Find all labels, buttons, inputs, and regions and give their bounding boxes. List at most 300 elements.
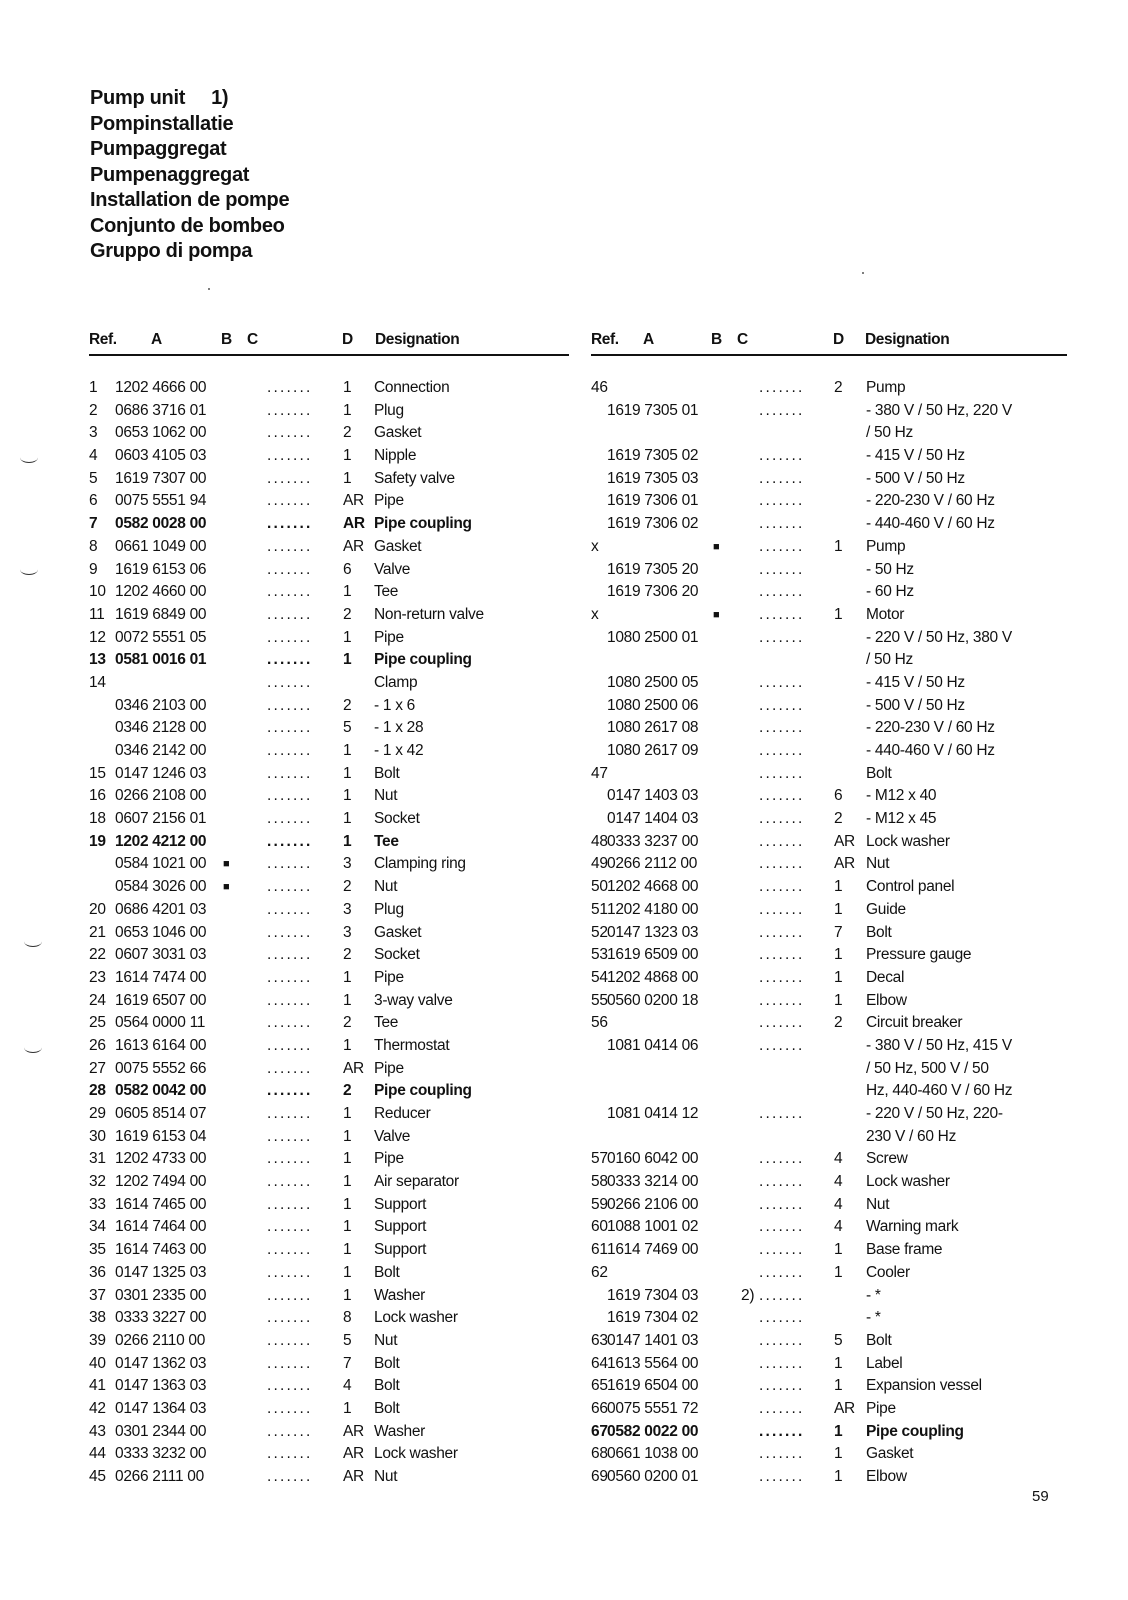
table-row <box>89 1148 569 1171</box>
leader-dots: ....... <box>267 1150 313 1168</box>
quantity: 5 <box>343 719 352 737</box>
ref-number: 5 <box>89 469 98 487</box>
part-number: 0301 2335 00 <box>115 1286 207 1304</box>
leader-dots: ....... <box>759 492 805 510</box>
table-row <box>591 763 1067 786</box>
quantity: 1 <box>834 1445 843 1463</box>
table-row <box>591 445 1067 468</box>
table-row <box>591 536 1067 559</box>
part-number: 0605 8514 07 <box>115 1105 207 1122</box>
designation: / 50 Hz <box>866 651 914 669</box>
quantity: 1 <box>343 742 352 759</box>
designation: Expansion vessel <box>866 1377 982 1395</box>
leader-dots: ....... <box>759 1218 805 1236</box>
quantity: 1 <box>343 764 352 782</box>
part-number: 1202 4868 00 <box>607 968 699 986</box>
quantity: 2 <box>834 1014 843 1032</box>
designation: Warning mark <box>866 1218 959 1236</box>
table-row <box>591 627 1067 650</box>
parts-table-left <box>89 324 569 1489</box>
table-row <box>591 1466 1067 1489</box>
ref-number: 63 <box>591 1331 608 1349</box>
quantity: 1 <box>343 991 352 1009</box>
scan-speck <box>862 272 864 274</box>
table-header <box>89 324 569 356</box>
part-number: 0584 3026 00 <box>115 878 207 896</box>
part-number: 0147 1403 03 <box>607 787 699 805</box>
leader-dots: ....... <box>759 742 805 759</box>
ref-number: 65 <box>591 1377 608 1395</box>
table-row <box>89 808 569 831</box>
leader-dots: ....... <box>759 560 805 578</box>
part-number: 1619 6849 00 <box>115 605 207 623</box>
part-number: 1619 7305 01 <box>607 401 699 419</box>
table-row <box>591 1080 1067 1103</box>
leader-dots: ....... <box>267 1218 313 1236</box>
ref-number: 4 <box>89 447 98 465</box>
part-number: 1081 0414 12 <box>607 1105 699 1122</box>
quantity: 1 <box>343 968 352 986</box>
table-row <box>89 672 569 695</box>
leader-dots: ....... <box>759 696 805 714</box>
quantity: 1 <box>343 401 352 419</box>
quantity: 1 <box>834 946 843 964</box>
quantity: AR <box>343 1059 364 1077</box>
designation: Bolt <box>374 1263 400 1281</box>
quantity: 1 <box>343 1286 352 1304</box>
quantity: 2 <box>834 810 843 828</box>
part-number: 1202 4660 00 <box>115 583 207 601</box>
table-row <box>89 1126 569 1149</box>
designation: - 380 V / 50 Hz, 415 V <box>866 1036 1012 1054</box>
designation: Nut <box>374 1331 398 1349</box>
table-row <box>89 1058 569 1081</box>
table-row <box>89 1103 569 1126</box>
designation: - M12 x 45 <box>866 810 937 828</box>
ref-number: 45 <box>89 1468 106 1485</box>
part-number: 0266 2110 00 <box>115 1331 206 1349</box>
quantity: 2 <box>343 946 352 964</box>
part-number: 0072 5551 05 <box>115 628 207 646</box>
ref-number: 61 <box>591 1241 608 1259</box>
quantity: 1 <box>834 1422 843 1440</box>
designation: - 1 x 6 <box>374 696 415 714</box>
designation: Bolt <box>374 764 400 782</box>
ref-number: 49 <box>591 855 608 873</box>
quantity: AR <box>343 492 364 510</box>
part-number: 0686 4201 03 <box>115 900 207 918</box>
table-row <box>591 468 1067 491</box>
quantity: 1 <box>343 447 352 465</box>
designation: Tee <box>374 832 399 850</box>
leader-dots: ....... <box>267 537 313 555</box>
designation: Pipe <box>374 968 404 986</box>
header-b: B <box>221 331 232 348</box>
leader-dots: ....... <box>267 1286 313 1304</box>
quantity: 1 <box>834 1377 843 1395</box>
quantity: AR <box>343 1422 364 1440</box>
designation: Pipe coupling <box>866 1422 964 1440</box>
table-row <box>89 899 569 922</box>
leader-dots: ....... <box>267 1445 313 1463</box>
ref-number: 39 <box>89 1331 106 1349</box>
binder-mark <box>24 1042 42 1053</box>
quantity: 2 <box>343 605 352 623</box>
quantity: 1 <box>834 878 843 896</box>
table-row <box>89 604 569 627</box>
table-row <box>591 513 1067 536</box>
quantity: 5 <box>343 1331 352 1349</box>
designation: Plug <box>374 401 404 419</box>
quantity: AR <box>834 1399 855 1417</box>
table-row <box>89 695 569 718</box>
ref-number: 36 <box>89 1263 106 1281</box>
part-number: 1080 2500 05 <box>607 673 699 691</box>
ref-number: 35 <box>89 1241 106 1259</box>
leader-dots: ....... <box>759 832 805 850</box>
designation: Nut <box>866 1195 890 1213</box>
quantity: 1 <box>343 379 352 396</box>
quantity: 2 <box>343 878 352 896</box>
ref-number: 18 <box>89 810 106 828</box>
part-number: 1619 7307 00 <box>115 469 207 487</box>
part-number: 1080 2617 08 <box>607 719 699 737</box>
part-number: 0607 3031 03 <box>115 946 207 964</box>
quantity: 3 <box>343 900 352 918</box>
leader-dots: ....... <box>759 1263 805 1281</box>
designation: Nut <box>374 878 398 896</box>
table-row <box>89 763 569 786</box>
quantity: 7 <box>834 923 843 941</box>
ref-number: 50 <box>591 878 608 896</box>
table-row <box>591 581 1067 604</box>
designation: Plug <box>374 900 404 918</box>
leader-dots: ....... <box>759 968 805 986</box>
part-number: 0266 2112 00 <box>607 855 698 873</box>
designation: Connection <box>374 379 450 396</box>
table-row <box>89 967 569 990</box>
ref-number: 46 <box>591 379 608 396</box>
table-row <box>591 377 1067 400</box>
leader-dots: ....... <box>759 1468 805 1485</box>
header-ref: Ref. <box>591 331 619 348</box>
quantity: 1 <box>343 1150 352 1168</box>
leader-dots: ....... <box>267 968 313 986</box>
quantity: 1 <box>343 651 352 669</box>
part-number: 1202 4666 00 <box>115 379 207 396</box>
designation: Pipe coupling <box>374 515 472 533</box>
part-number: 0333 3237 00 <box>607 832 699 850</box>
part-number: 1614 7469 00 <box>607 1241 699 1259</box>
part-number: 1619 6509 00 <box>607 946 699 964</box>
ref-number: 8 <box>89 537 98 555</box>
leader-dots: ....... <box>267 1309 313 1327</box>
table-row <box>89 1466 569 1489</box>
ref-number: 29 <box>89 1105 106 1122</box>
designation: Pipe <box>866 1399 896 1417</box>
designation: Valve <box>374 560 411 578</box>
ref-number: 33 <box>89 1195 106 1213</box>
ref-number: 32 <box>89 1173 106 1191</box>
ref-number: 10 <box>89 583 106 601</box>
table-row <box>89 377 569 400</box>
leader-dots: ....... <box>759 1241 805 1259</box>
table-row <box>591 695 1067 718</box>
part-number: 0582 0042 00 <box>115 1082 207 1100</box>
leader-dots: ....... <box>759 583 805 601</box>
part-number: 0582 0022 00 <box>607 1422 699 1440</box>
quantity: AR <box>343 515 365 533</box>
part-number: 1619 7306 01 <box>607 492 699 510</box>
leader-dots: ....... <box>759 923 805 941</box>
ref-number: 38 <box>89 1309 106 1327</box>
designation: Nut <box>374 1468 398 1485</box>
part-number: 0147 1401 03 <box>607 1331 699 1349</box>
part-number: 0607 2156 01 <box>115 810 207 828</box>
table-row <box>89 1285 569 1308</box>
table-row <box>89 559 569 582</box>
leader-dots: ....... <box>759 605 805 623</box>
leader-dots: ....... <box>759 1286 805 1304</box>
part-number: 1202 4668 00 <box>607 878 699 896</box>
header-a: A <box>643 331 654 348</box>
ref-number: 37 <box>89 1286 106 1304</box>
designation: - 1 x 28 <box>374 719 424 737</box>
leader-dots: ....... <box>267 1036 313 1054</box>
designation: Control panel <box>866 878 955 896</box>
quantity: 1 <box>343 469 352 487</box>
quantity: AR <box>343 537 364 555</box>
designation: Pipe <box>374 628 404 646</box>
table-row <box>591 672 1067 695</box>
quantity: 1 <box>343 1399 352 1417</box>
part-number: 1080 2617 09 <box>607 742 699 759</box>
part-number: 1619 7304 03 <box>607 1286 699 1304</box>
part-number: 0333 3214 00 <box>607 1173 699 1191</box>
designation: - 440-460 V / 60 Hz <box>866 515 995 533</box>
quantity: 1 <box>834 991 843 1009</box>
table-row <box>591 990 1067 1013</box>
table-row <box>89 1398 569 1421</box>
quantity: 7 <box>343 1354 352 1372</box>
quantity: 6 <box>343 560 352 578</box>
ref-number: 59 <box>591 1195 608 1213</box>
binder-mark <box>20 564 38 575</box>
table-row <box>591 1353 1067 1376</box>
quantity: 4 <box>343 1377 352 1395</box>
binder-mark <box>24 936 42 947</box>
quantity: 8 <box>343 1309 352 1327</box>
designation: Hz, 440-460 V / 60 Hz <box>866 1082 1013 1100</box>
designation: Bolt <box>374 1354 400 1372</box>
quantity: AR <box>343 1468 364 1485</box>
leader-dots: ....... <box>267 1014 313 1032</box>
part-number: 0661 1049 00 <box>115 537 207 555</box>
designation: - 415 V / 50 Hz <box>866 673 965 691</box>
designation: Pump <box>866 537 906 555</box>
header-designation: Designation <box>865 331 950 348</box>
ref-number: 14 <box>89 673 106 691</box>
table-row <box>89 400 569 423</box>
designation: - 60 Hz <box>866 583 914 601</box>
ref-number: 60 <box>591 1218 608 1236</box>
quantity: 1 <box>343 1241 352 1259</box>
part-number: 0160 6042 00 <box>607 1150 699 1168</box>
title-line: Conjunto de bombeo <box>90 214 285 237</box>
leader-dots: ....... <box>759 1150 805 1168</box>
leader-dots: ....... <box>267 605 313 623</box>
table-row <box>591 1330 1067 1353</box>
leader-dots: ....... <box>267 401 313 419</box>
header-ref: Ref. <box>89 331 117 348</box>
table-row <box>89 1080 569 1103</box>
table-row <box>89 922 569 945</box>
leader-dots: ....... <box>759 1354 805 1372</box>
part-number: 0147 1363 03 <box>115 1377 207 1395</box>
table-row <box>89 740 569 763</box>
leader-dots: ....... <box>267 719 313 737</box>
leader-dots: ....... <box>759 1309 805 1327</box>
leader-dots: ....... <box>759 537 805 555</box>
part-number: 1088 1001 02 <box>607 1218 699 1236</box>
table-row <box>591 717 1067 740</box>
table-body <box>89 377 569 1489</box>
title-line: Gruppo di pompa <box>90 240 253 262</box>
leader-dots: ....... <box>759 401 805 419</box>
designation: Bolt <box>866 923 892 941</box>
table-row <box>591 1375 1067 1398</box>
quantity: 1 <box>343 628 352 646</box>
designation: Pump <box>866 379 906 396</box>
leader-dots: ....... <box>759 1377 805 1395</box>
table-row <box>89 1239 569 1262</box>
leader-dots: ....... <box>267 1377 313 1395</box>
ref-number: 48 <box>591 832 608 850</box>
designation: - 220 V / 50 Hz, 380 V <box>866 628 1012 646</box>
designation: Support <box>374 1218 427 1236</box>
quantity: 6 <box>834 787 843 805</box>
designation: / 50 Hz <box>866 424 914 442</box>
part-number: 0346 2103 00 <box>115 696 207 714</box>
part-number: 0560 0200 18 <box>607 991 699 1009</box>
table-row <box>89 1443 569 1466</box>
designation: Pipe <box>374 1150 404 1168</box>
table-row <box>89 536 569 559</box>
ref-number: 40 <box>89 1354 106 1372</box>
leader-dots: ....... <box>759 764 805 782</box>
header-d: D <box>833 331 844 348</box>
quantity: 1 <box>343 1105 352 1122</box>
availability-mark: ■ <box>223 858 230 871</box>
ref-number: x <box>591 537 599 555</box>
table-row <box>591 876 1067 899</box>
table-row <box>89 1035 569 1058</box>
designation: Bolt <box>374 1377 400 1395</box>
designation: Gasket <box>866 1445 914 1463</box>
ref-number: 2 <box>89 401 98 419</box>
leader-dots: ....... <box>759 991 805 1009</box>
leader-dots: ....... <box>267 764 313 782</box>
designation: Gasket <box>374 537 422 555</box>
table-row <box>591 1194 1067 1217</box>
part-number: 0075 5551 72 <box>607 1399 699 1417</box>
leader-dots: ....... <box>759 1036 805 1054</box>
leader-dots: ....... <box>267 855 313 873</box>
ref-number: 53 <box>591 946 608 964</box>
table-row <box>591 604 1067 627</box>
table-row <box>591 1012 1067 1035</box>
designation: Lock washer <box>866 1173 950 1191</box>
part-number: 1619 6153 04 <box>115 1127 207 1145</box>
part-number: 1202 4180 00 <box>607 900 699 918</box>
part-number: 0147 1246 03 <box>115 764 207 782</box>
leader-dots: ....... <box>267 1422 313 1440</box>
part-number: 0147 1364 03 <box>115 1399 207 1417</box>
quantity: 1 <box>343 1218 352 1236</box>
leader-dots: ....... <box>267 560 313 578</box>
table-row <box>591 1103 1067 1126</box>
footnote-ref: 1) <box>211 87 229 109</box>
ref-number: 62 <box>591 1263 608 1281</box>
designation: Tee <box>374 1014 399 1032</box>
table-row <box>89 831 569 854</box>
designation: Circuit breaker <box>866 1014 963 1032</box>
designation: Pipe <box>374 1059 404 1077</box>
designation: Elbow <box>866 991 907 1009</box>
parts-table-right <box>591 324 1067 1489</box>
designation: Thermostat <box>374 1036 450 1054</box>
designation: Air separator <box>374 1173 459 1191</box>
table-row <box>591 1035 1067 1058</box>
designation: Washer <box>374 1422 426 1440</box>
ref-number: 7 <box>89 515 98 533</box>
leader-dots: ....... <box>267 810 313 828</box>
part-number: 1614 7474 00 <box>115 968 207 986</box>
ref-number: 20 <box>89 900 106 918</box>
part-number: 1619 6153 06 <box>115 560 207 578</box>
ref-number: 56 <box>591 1014 608 1032</box>
quantity: 1 <box>834 1468 843 1485</box>
quantity: 1 <box>343 1127 352 1145</box>
part-number: 1614 7463 00 <box>115 1241 207 1259</box>
availability-mark: ■ <box>713 608 720 621</box>
designation: - 415 V / 50 Hz <box>866 447 965 465</box>
table-row <box>89 1012 569 1035</box>
ref-number: 16 <box>89 787 106 805</box>
part-number: 1080 2500 01 <box>607 628 699 646</box>
title-line: Pumpenaggregat <box>90 163 250 186</box>
table-row <box>591 922 1067 945</box>
part-number: 1619 7306 02 <box>607 515 699 533</box>
quantity: 2 <box>343 1082 352 1100</box>
part-number: 0075 5551 94 <box>115 492 207 510</box>
table-row <box>591 1058 1067 1081</box>
part-number: 1619 6507 00 <box>115 991 207 1009</box>
part-number: 1613 5564 00 <box>607 1354 699 1372</box>
designation: - 1 x 42 <box>374 742 424 759</box>
leader-dots: ....... <box>759 719 805 737</box>
leader-dots: ....... <box>267 424 313 442</box>
quantity: 1 <box>834 605 843 623</box>
leader-dots: ....... <box>267 447 313 465</box>
ref-number: 57 <box>591 1150 608 1168</box>
ref-number: 44 <box>89 1445 106 1463</box>
leader-dots: ....... <box>759 1195 805 1213</box>
quantity: 3 <box>343 855 352 873</box>
ref-number: 3 <box>89 424 98 442</box>
quantity: 3 <box>343 923 352 941</box>
designation: Motor <box>866 605 905 623</box>
